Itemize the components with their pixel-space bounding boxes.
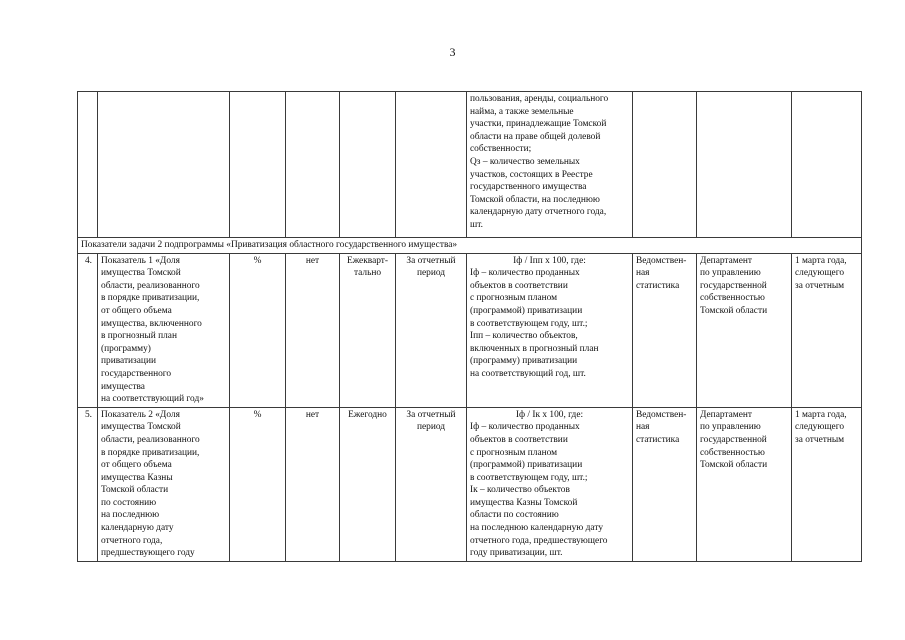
cell-source (633, 407, 697, 561)
cell-frequency (340, 407, 396, 561)
method-line: (программу) приватизации (470, 356, 578, 367)
method-line: Iк – количество объектов (470, 485, 570, 496)
name-line: в порядке приватизации, (101, 447, 200, 458)
name-line: по состоянию (101, 497, 157, 508)
cell-source (633, 92, 697, 238)
name-line: имущества, включенного (101, 318, 202, 329)
name-line: Показатель 2 «Доля (101, 409, 180, 420)
name-line: области, реализованного (101, 280, 200, 291)
cell-num: 4. (78, 253, 98, 407)
method-line: Томской области, на последнюю (470, 194, 600, 205)
indicators-table (77, 91, 862, 562)
method-line: с прогнозным планом (470, 293, 558, 304)
cell-unit (230, 92, 286, 238)
method-line: области по состоянию (470, 510, 559, 521)
cell-flag (286, 92, 340, 238)
cell-deadline (792, 92, 862, 238)
cell-name (98, 253, 230, 407)
cell-name (98, 92, 230, 238)
method-line: в соответствующем году, шт.; (470, 318, 588, 329)
method-line: в соответствующем году, шт.; (470, 472, 588, 483)
name-line: на соответствующий год» (101, 394, 204, 405)
responsible-line: собственностью (700, 293, 765, 304)
responsible-line: Томской области (700, 460, 768, 471)
source-line: Ведомствен- (636, 255, 687, 266)
method-line: имущества Казны Томской (470, 497, 578, 508)
name-line: приватизации (101, 356, 156, 367)
method-line: Iф – количество проданных (470, 422, 580, 433)
period-line: За отчетный (406, 255, 456, 266)
name-line: Томской области (101, 485, 169, 496)
method-line: найма, а также земельные (470, 106, 574, 117)
deadline-line: за отчетным (795, 280, 845, 291)
cell-responsible (697, 253, 792, 407)
name-line: имущества Томской (101, 268, 181, 279)
frequency-line: Ежегодно (348, 409, 387, 420)
period-line: период (416, 268, 446, 279)
method-line: Qз – количество земельных (470, 156, 580, 167)
name-line: в порядке приватизации, (101, 293, 200, 304)
cell-period (396, 253, 467, 407)
source-line: ная (636, 268, 650, 279)
frequency-line: тально (353, 268, 382, 279)
name-line: государственного (101, 368, 172, 379)
method-line: (программой) приватизации (470, 305, 583, 316)
name-line: от общего объема (101, 460, 172, 471)
cell-period (396, 407, 467, 561)
name-line: имущества (101, 381, 145, 392)
name-line: Показатель 1 «Доля (101, 255, 180, 266)
period-line: За отчетный (406, 409, 456, 420)
cell-flag: нет (286, 407, 340, 561)
method-line: пользования, аренды, социального (470, 94, 609, 104)
method-line: на соответствующий год, шт. (470, 368, 586, 379)
deadline-line: следующего (795, 268, 845, 279)
deadline-line: 1 марта года, (795, 409, 847, 420)
cell-source (633, 253, 697, 407)
deadline-line: за отчетным (795, 434, 845, 445)
method-line: участки, принадлежащие Томской (470, 119, 607, 130)
name-line: в прогнозный план (101, 331, 177, 342)
table-row (78, 253, 862, 407)
cell-frequency (340, 92, 396, 238)
responsible-line: по управлению (700, 422, 761, 433)
method-line: календарную дату отчетного года, (470, 207, 607, 218)
cell-method (467, 407, 633, 561)
method-line: объектов в соответствии (470, 280, 568, 291)
cell-unit: % (230, 407, 286, 561)
method-line: на последнюю календарную дату (470, 523, 604, 534)
name-line: имущества Томской (101, 422, 181, 433)
method-line: (программой) приватизации (470, 460, 583, 471)
responsible-line: государственной (700, 280, 767, 291)
method-line: отчетного года, предшествующего (470, 535, 608, 546)
method-line: участков, состоящих в Реестре (470, 169, 593, 180)
name-line: (программу) (101, 343, 151, 354)
frequency-line: Ежекварт- (346, 255, 389, 266)
section-heading: Показатели задачи 2 подпрограммы «Приватизация областного государственного имущества» (78, 238, 862, 254)
cell-num: 5. (78, 407, 98, 561)
method-line: шт. (470, 219, 483, 230)
name-line: области, реализованного (101, 434, 200, 445)
source-line: ная (636, 422, 650, 433)
cell-flag: нет (286, 253, 340, 407)
cell-unit: % (230, 253, 286, 407)
formula: Iф / Iпп x 100, где: (513, 255, 586, 266)
table-row-continued (78, 92, 862, 238)
cell-frequency (340, 253, 396, 407)
cell-deadline (792, 407, 862, 561)
cell-period (396, 92, 467, 238)
deadline-line: 1 марта года, (795, 255, 847, 266)
responsible-line: Департамент (700, 409, 752, 420)
name-line: календарную дату (101, 523, 174, 534)
responsible-line: государственной (700, 434, 767, 445)
responsible-line: по управлению (700, 268, 761, 279)
responsible-line: Департамент (700, 255, 752, 266)
name-line: предшествующего году (101, 548, 195, 559)
name-line: от общего объема (101, 305, 172, 316)
method-line: собственности; (470, 144, 532, 155)
name-line: отчетного года, (101, 535, 163, 546)
method-line: включенных в прогнозный план (470, 343, 599, 354)
method-line: объектов в соответствии (470, 434, 568, 445)
cell-method (467, 92, 633, 238)
name-line: имущества Казны (101, 472, 173, 483)
method-line: Iпп – количество объектов, (470, 331, 578, 342)
cell-name (98, 407, 230, 561)
section-heading-row (78, 238, 862, 254)
cell-responsible (697, 92, 792, 238)
method-line: с прогнозным планом (470, 447, 558, 458)
table-row (78, 407, 862, 561)
cell-responsible (697, 407, 792, 561)
name-line: на последнюю (101, 510, 160, 521)
method-line: области на праве общей долевой (470, 131, 601, 142)
period-line: период (416, 422, 446, 433)
source-line: статистика (636, 280, 680, 291)
source-line: статистика (636, 434, 680, 445)
source-line: Ведомствен- (636, 409, 687, 420)
responsible-line: Томской области (700, 305, 768, 316)
responsible-line: собственностью (700, 447, 765, 458)
cell-deadline (792, 253, 862, 407)
method-line: году приватизации, шт. (470, 548, 563, 559)
method-line: Iф – количество проданных (470, 268, 580, 279)
cell-method (467, 253, 633, 407)
method-line: государственного имущества (470, 182, 587, 193)
formula: Iф / Iк x 100, где: (515, 409, 584, 420)
cell-num (78, 92, 98, 238)
deadline-line: следующего (795, 422, 845, 433)
page-number: 3 (449, 45, 456, 59)
